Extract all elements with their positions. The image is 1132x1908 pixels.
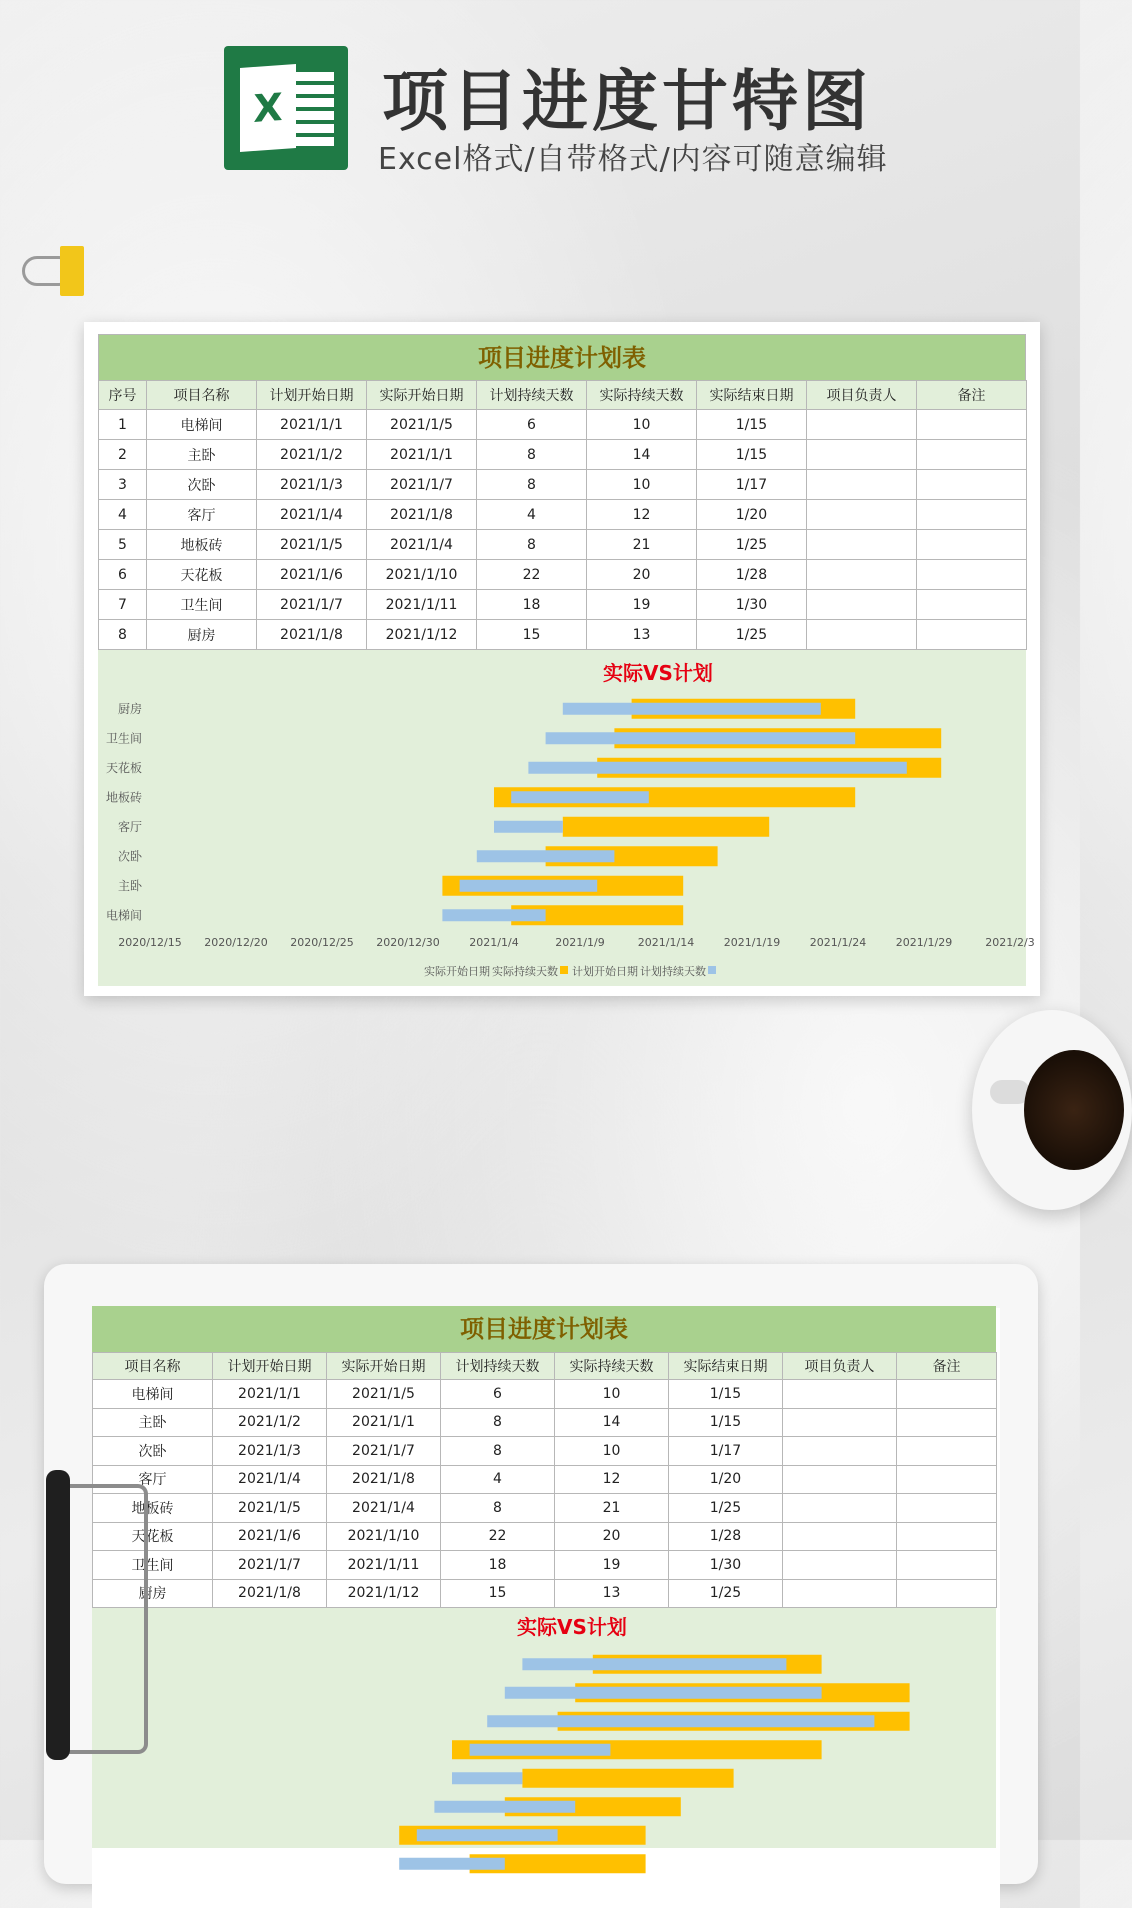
table-cell[interactable]: 2021/1/4 — [367, 530, 477, 560]
table-cell[interactable]: 2021/1/5 — [327, 1380, 441, 1409]
table-cell[interactable]: 22 — [477, 560, 587, 590]
table-cell[interactable] — [917, 620, 1027, 650]
table-cell[interactable]: 2021/1/1 — [213, 1380, 327, 1409]
table-cell[interactable] — [897, 1579, 997, 1608]
table-cell[interactable] — [807, 530, 917, 560]
table-row — [99, 410, 1027, 440]
table-cell[interactable]: 12 — [555, 1465, 669, 1494]
table-row — [99, 440, 1027, 470]
table-cell[interactable]: 1/30 — [669, 1551, 783, 1580]
table-cell[interactable]: 卫生间 — [93, 1551, 213, 1580]
column-header[interactable]: 实际开始日期 — [327, 1353, 441, 1380]
column-header[interactable]: 实际持续天数 — [555, 1353, 669, 1380]
column-header[interactable]: 实际开始日期 — [367, 381, 477, 410]
table-cell[interactable]: 厨房 — [147, 620, 257, 650]
table-cell[interactable]: 4 — [477, 500, 587, 530]
table-cell[interactable]: 8 — [99, 620, 147, 650]
x-tick-label: 2020/12/30 — [376, 936, 440, 949]
clipboard-table-header-row — [93, 1353, 997, 1380]
table-cell[interactable]: 1/25 — [669, 1494, 783, 1523]
x-tick-label: 2021/2/3 — [985, 936, 1035, 949]
plan-duration-bar — [546, 732, 856, 744]
table-cell[interactable]: 14 — [587, 440, 697, 470]
table-cell[interactable]: 20 — [587, 560, 697, 590]
plan-duration-bar — [434, 1801, 575, 1813]
table-row — [93, 1579, 997, 1608]
table-cell[interactable]: 6 — [99, 560, 147, 590]
clipboard-clip-wire — [58, 1484, 148, 1754]
table-cell[interactable]: 2021/1/8 — [367, 500, 477, 530]
table-cell[interactable]: 8 — [477, 530, 587, 560]
column-header[interactable]: 实际结束日期 — [669, 1353, 783, 1380]
legend-label: 实际持续天数 — [492, 965, 558, 978]
table-cell[interactable]: 8 — [441, 1408, 555, 1437]
table-cell[interactable]: 地板砖 — [147, 530, 257, 560]
table-cell[interactable]: 地板砖 — [93, 1494, 213, 1523]
table-cell[interactable]: 1/15 — [669, 1380, 783, 1409]
table-cell[interactable]: 1/20 — [697, 500, 807, 530]
table-cell[interactable] — [897, 1522, 997, 1551]
x-tick-label: 2021/1/19 — [723, 936, 781, 949]
table-cell[interactable]: 2021/1/11 — [367, 590, 477, 620]
table-cell[interactable]: 2021/1/2 — [257, 440, 367, 470]
actual-duration-bar — [522, 1769, 733, 1788]
table-cell[interactable]: 1/25 — [697, 620, 807, 650]
clipboard-gantt-chart-svg — [92, 1608, 996, 1848]
column-header[interactable]: 实际持续天数 — [587, 381, 697, 410]
plan-duration-bar — [487, 1715, 874, 1727]
spreadsheet-card — [84, 322, 1040, 996]
table-cell[interactable]: 2021/1/1 — [327, 1408, 441, 1437]
table-cell[interactable] — [807, 590, 917, 620]
category-label: 主卧 — [117, 878, 142, 893]
table-cell[interactable]: 2021/1/10 — [367, 560, 477, 590]
plan-duration-bar — [522, 1658, 786, 1670]
table-cell[interactable] — [917, 590, 1027, 620]
table-cell[interactable]: 21 — [555, 1494, 669, 1523]
excel-logo-icon — [224, 46, 348, 170]
table-row — [99, 470, 1027, 500]
x-tick-label: 2020/12/25 — [290, 936, 354, 949]
category-label: 电梯间 — [105, 908, 142, 923]
table-cell[interactable]: 1/15 — [697, 440, 807, 470]
table-cell[interactable]: 19 — [555, 1551, 669, 1580]
excel-logo-letter: X — [240, 64, 296, 152]
table-cell[interactable] — [783, 1437, 897, 1466]
clipboard-spreadsheet — [92, 1306, 996, 1848]
x-tick-label: 2021/1/9 — [555, 936, 605, 949]
category-label: 地板砖 — [105, 790, 142, 805]
table-cell[interactable] — [917, 470, 1027, 500]
table-cell[interactable]: 2021/1/7 — [327, 1437, 441, 1466]
table-cell[interactable]: 电梯间 — [93, 1380, 213, 1409]
table-cell[interactable] — [807, 620, 917, 650]
actual-duration-bar — [563, 817, 769, 837]
table-header-row — [99, 381, 1027, 410]
table-cell[interactable] — [897, 1380, 997, 1409]
table-cell[interactable]: 2021/1/6 — [257, 560, 367, 590]
table-cell[interactable]: 18 — [441, 1551, 555, 1580]
table-cell[interactable] — [917, 410, 1027, 440]
x-tick-label: 2020/12/15 — [118, 936, 182, 949]
table-cell[interactable]: 主卧 — [93, 1408, 213, 1437]
clipboard-table-title: 项目进度计划表 — [92, 1306, 996, 1352]
table-row — [93, 1380, 997, 1409]
x-tick-label: 2021/1/14 — [637, 936, 695, 949]
table-cell[interactable]: 2021/1/5 — [367, 410, 477, 440]
column-header[interactable]: 计划开始日期 — [213, 1353, 327, 1380]
table-cell[interactable] — [917, 530, 1027, 560]
table-cell[interactable] — [807, 410, 917, 440]
legend-label: 计划开始日期 — [572, 965, 638, 978]
legend-swatch — [560, 966, 568, 974]
table-cell[interactable]: 10 — [587, 410, 697, 440]
table-cell[interactable]: 18 — [477, 590, 587, 620]
table-cell[interactable]: 2021/1/8 — [327, 1465, 441, 1494]
table-cell[interactable]: 2021/1/5 — [257, 530, 367, 560]
table-cell[interactable]: 3 — [99, 470, 147, 500]
table-cell[interactable] — [783, 1465, 897, 1494]
table-cell[interactable]: 客厅 — [147, 500, 257, 530]
column-header[interactable]: 项目名称 — [93, 1353, 213, 1380]
table-cell[interactable] — [807, 560, 917, 590]
table-cell[interactable] — [783, 1522, 897, 1551]
table-cell[interactable]: 2021/1/5 — [213, 1494, 327, 1523]
coffee-liquid — [1024, 1050, 1124, 1170]
table-cell[interactable]: 1/25 — [697, 530, 807, 560]
plan-duration-bar — [505, 1687, 822, 1699]
table-cell[interactable]: 2021/1/8 — [213, 1579, 327, 1608]
table-cell[interactable]: 1/28 — [669, 1522, 783, 1551]
table-cell[interactable]: 2021/1/4 — [213, 1465, 327, 1494]
table-cell[interactable]: 2021/1/2 — [213, 1408, 327, 1437]
table-cell[interactable]: 2021/1/7 — [257, 590, 367, 620]
plan-duration-bar — [442, 909, 545, 921]
table-cell[interactable]: 15 — [477, 620, 587, 650]
category-label: 卫生间 — [105, 731, 142, 746]
table-cell[interactable] — [897, 1408, 997, 1437]
plan-duration-bar — [477, 850, 615, 862]
column-header[interactable]: 计划持续天数 — [477, 381, 587, 410]
page-subtitle: Excel格式/自带格式/内容可随意编辑 — [378, 142, 888, 177]
binder-clip-body — [60, 246, 84, 296]
plan-duration-bar — [528, 762, 906, 774]
column-header[interactable]: 计划持续天数 — [441, 1353, 555, 1380]
plan-duration-bar — [470, 1744, 611, 1756]
table-row — [99, 620, 1027, 650]
table-cell[interactable]: 2021/1/6 — [213, 1522, 327, 1551]
table-cell[interactable] — [783, 1551, 897, 1580]
table-cell[interactable]: 卫生间 — [147, 590, 257, 620]
binder-clip-icon — [20, 246, 86, 296]
table-cell[interactable]: 1/15 — [697, 410, 807, 440]
category-label: 次卧 — [117, 849, 142, 864]
table-cell[interactable]: 20 — [555, 1522, 669, 1551]
clipboard-gantt-chart — [92, 1608, 996, 1848]
table-cell[interactable] — [897, 1494, 997, 1523]
table-cell[interactable]: 10 — [555, 1437, 669, 1466]
table-cell[interactable]: 客厅 — [93, 1465, 213, 1494]
table-cell[interactable]: 7 — [99, 590, 147, 620]
category-label: 客厅 — [117, 819, 142, 834]
table-cell[interactable]: 2021/1/1 — [367, 440, 477, 470]
table-cell[interactable] — [783, 1380, 897, 1409]
chart-title: 实际VS计划 — [517, 1615, 627, 1639]
column-header[interactable]: 备注 — [917, 381, 1027, 410]
table-cell[interactable] — [807, 500, 917, 530]
column-header[interactable]: 项目名称 — [147, 381, 257, 410]
spreadsheet — [98, 334, 1035, 986]
table-row — [99, 500, 1027, 530]
table-cell[interactable]: 2021/1/10 — [327, 1522, 441, 1551]
table-cell[interactable]: 6 — [441, 1380, 555, 1409]
x-tick-label: 2021/1/4 — [469, 936, 519, 949]
clipboard-clip-bar — [46, 1470, 70, 1760]
plan-duration-bar — [511, 791, 649, 803]
table-cell[interactable]: 2021/1/3 — [213, 1437, 327, 1466]
table-cell[interactable] — [783, 1494, 897, 1523]
table-cell[interactable]: 天花板 — [147, 560, 257, 590]
table-cell[interactable]: 电梯间 — [147, 410, 257, 440]
table-cell[interactable] — [897, 1437, 997, 1466]
coffee-cup-icon — [972, 1010, 1132, 1210]
category-label: 厨房 — [117, 701, 142, 716]
table-cell[interactable]: 2 — [99, 440, 147, 470]
table-cell[interactable] — [783, 1579, 897, 1608]
table-title: 项目进度计划表 — [98, 334, 1026, 380]
table-cell[interactable]: 21 — [587, 530, 697, 560]
category-label: 天花板 — [105, 760, 142, 775]
table-cell[interactable]: 2021/1/3 — [257, 470, 367, 500]
table-cell[interactable]: 8 — [477, 470, 587, 500]
table-cell[interactable]: 厨房 — [93, 1579, 213, 1608]
column-header[interactable]: 项目负责人 — [783, 1353, 897, 1380]
table-row — [99, 590, 1027, 620]
table-cell[interactable]: 2021/1/11 — [327, 1551, 441, 1580]
table-cell[interactable]: 1/20 — [669, 1465, 783, 1494]
plan-duration-bar — [417, 1829, 558, 1841]
clipboard-plan-table — [92, 1352, 997, 1608]
clipboard-clip-icon — [44, 1470, 150, 1770]
plan-duration-bar — [494, 821, 563, 833]
table-row — [93, 1408, 997, 1437]
table-cell[interactable]: 2021/1/12 — [367, 620, 477, 650]
table-cell[interactable]: 4 — [441, 1465, 555, 1494]
x-tick-label: 2020/12/20 — [204, 936, 268, 949]
table-cell[interactable]: 4 — [99, 500, 147, 530]
chart-title: 实际VS计划 — [603, 661, 713, 685]
table-row — [93, 1465, 997, 1494]
table-cell[interactable]: 2021/1/8 — [257, 620, 367, 650]
table-cell[interactable]: 1/17 — [669, 1437, 783, 1466]
table-cell[interactable]: 天花板 — [93, 1522, 213, 1551]
table-cell[interactable]: 13 — [555, 1579, 669, 1608]
table-cell[interactable]: 次卧 — [93, 1437, 213, 1466]
table-cell[interactable]: 1/30 — [697, 590, 807, 620]
table-cell[interactable]: 8 — [441, 1437, 555, 1466]
column-header[interactable]: 项目负责人 — [807, 381, 917, 410]
table-cell[interactable] — [807, 440, 917, 470]
table-cell[interactable]: 10 — [587, 470, 697, 500]
table-cell[interactable] — [917, 560, 1027, 590]
table-cell[interactable] — [897, 1551, 997, 1580]
plan-table — [98, 380, 1027, 650]
plan-duration-bar — [563, 703, 821, 715]
table-cell[interactable]: 2021/1/7 — [213, 1551, 327, 1580]
plan-duration-bar — [399, 1858, 505, 1870]
column-header[interactable]: 序号 — [99, 381, 147, 410]
table-cell[interactable]: 12 — [587, 500, 697, 530]
table-cell[interactable]: 19 — [587, 590, 697, 620]
page-title: 项目进度甘特图 — [382, 63, 872, 140]
table-cell[interactable]: 2021/1/4 — [327, 1494, 441, 1523]
table-cell[interactable] — [917, 500, 1027, 530]
table-cell[interactable]: 15 — [441, 1579, 555, 1608]
table-cell[interactable]: 主卧 — [147, 440, 257, 470]
excel-logo-grid — [290, 70, 334, 146]
table-cell[interactable]: 1/15 — [669, 1408, 783, 1437]
table-cell[interactable] — [917, 440, 1027, 470]
column-header[interactable]: 计划开始日期 — [257, 381, 367, 410]
table-cell[interactable]: 1 — [99, 410, 147, 440]
table-cell[interactable]: 2021/1/12 — [327, 1579, 441, 1608]
table-cell[interactable]: 22 — [441, 1522, 555, 1551]
table-row — [93, 1522, 997, 1551]
column-header[interactable]: 实际结束日期 — [697, 381, 807, 410]
x-tick-label: 2021/1/29 — [895, 936, 953, 949]
table-cell[interactable]: 次卧 — [147, 470, 257, 500]
x-tick-label: 2021/1/24 — [809, 936, 867, 949]
plan-duration-bar — [460, 880, 598, 892]
table-cell[interactable]: 1/25 — [669, 1579, 783, 1608]
table-cell[interactable] — [807, 470, 917, 500]
table-cell[interactable]: 2021/1/4 — [257, 500, 367, 530]
table-row — [99, 560, 1027, 590]
table-cell[interactable]: 2021/1/7 — [367, 470, 477, 500]
table-cell[interactable]: 10 — [555, 1380, 669, 1409]
table-cell[interactable]: 1/28 — [697, 560, 807, 590]
legend-label: 计划持续天数 — [640, 965, 706, 978]
plan-duration-bar — [452, 1772, 522, 1784]
table-cell[interactable]: 5 — [99, 530, 147, 560]
gantt-chart — [98, 650, 1035, 986]
table-row — [93, 1494, 997, 1523]
legend-swatch — [708, 966, 716, 974]
table-row — [99, 530, 1027, 560]
gantt-chart-svg — [98, 650, 1035, 986]
table-row — [93, 1551, 997, 1580]
table-cell[interactable] — [783, 1408, 897, 1437]
table-row — [93, 1437, 997, 1466]
table-cell[interactable]: 6 — [477, 410, 587, 440]
table-cell[interactable]: 13 — [587, 620, 697, 650]
table-cell[interactable]: 8 — [477, 440, 587, 470]
legend-label: 实际开始日期 — [424, 965, 490, 978]
table-cell[interactable]: 1/17 — [697, 470, 807, 500]
table-cell[interactable]: 14 — [555, 1408, 669, 1437]
table-cell[interactable] — [897, 1465, 997, 1494]
table-cell[interactable]: 8 — [441, 1494, 555, 1523]
table-cell[interactable]: 2021/1/1 — [257, 410, 367, 440]
column-header[interactable]: 备注 — [897, 1353, 997, 1380]
